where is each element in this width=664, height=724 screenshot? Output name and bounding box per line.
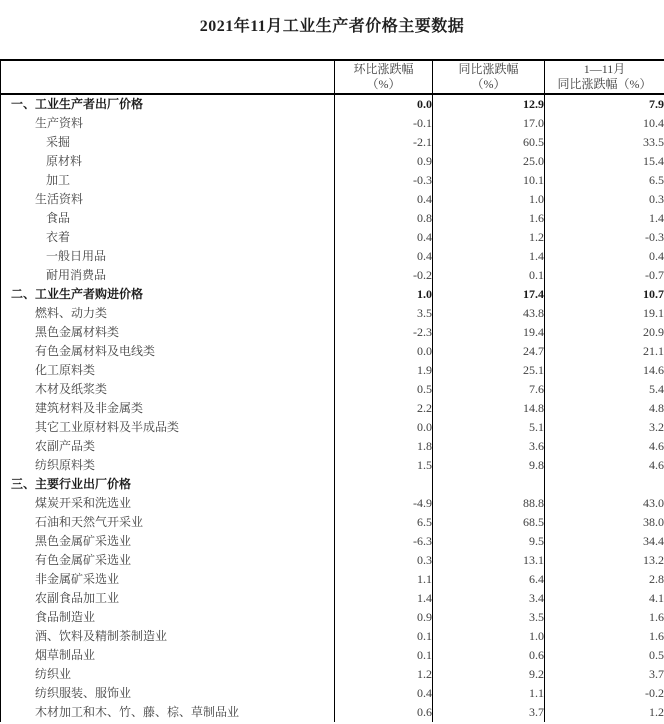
table-row (1, 589, 664, 608)
yoy-value: 5.1 (433, 418, 545, 437)
ytd-value: 33.5 (545, 133, 664, 152)
ytd-value: 0.5 (545, 646, 664, 665)
table-row (1, 627, 664, 646)
mom-value: 0.0 (335, 94, 433, 114)
table-row (1, 209, 664, 228)
yoy-value: 19.4 (433, 323, 545, 342)
yoy-value: 3.7 (433, 703, 545, 722)
row-label: 燃料、动力类 (1, 304, 335, 323)
ytd-value: 4.6 (545, 456, 664, 475)
ytd-value: 0.4 (545, 247, 664, 266)
row-label: 食品制造业 (1, 608, 335, 627)
ytd-value: 2.8 (545, 570, 664, 589)
table-row (1, 437, 664, 456)
table-row (1, 703, 664, 722)
yoy-value: 3.4 (433, 589, 545, 608)
row-label: 一般日用品 (1, 247, 335, 266)
ytd-value: 5.4 (545, 380, 664, 399)
header-yoy-line2: （%） (471, 77, 506, 91)
mom-value: 1.1 (335, 570, 433, 589)
yoy-value: 17.4 (433, 285, 545, 304)
ytd-value: 3.2 (545, 418, 664, 437)
mom-value: 1.9 (335, 361, 433, 380)
header-cell-yoy (433, 60, 545, 94)
row-label: 酒、饮料及精制茶制造业 (1, 627, 335, 646)
table-row (1, 418, 664, 437)
table-row (1, 171, 664, 190)
table-body (1, 94, 664, 722)
row-label: 有色金属材料及电线类 (1, 342, 335, 361)
yoy-value: 17.0 (433, 114, 545, 133)
mom-value: 2.2 (335, 399, 433, 418)
mom-value: 0.9 (335, 152, 433, 171)
table-row (1, 608, 664, 627)
mom-value: 1.4 (335, 589, 433, 608)
row-label: 食品 (1, 209, 335, 228)
yoy-value: 1.1 (433, 684, 545, 703)
yoy-value: 1.4 (433, 247, 545, 266)
row-label: 纺织服装、服饰业 (1, 684, 335, 703)
table-row (1, 380, 664, 399)
ytd-value: 43.0 (545, 494, 664, 513)
mom-value: -4.9 (335, 494, 433, 513)
header-cell-mom (335, 60, 433, 94)
yoy-value: 43.8 (433, 304, 545, 323)
yoy-value: 14.8 (433, 399, 545, 418)
mom-value: 1.2 (335, 665, 433, 684)
page-title: 2021年11月工业生产者价格主要数据 (199, 18, 465, 35)
table-row (1, 399, 664, 418)
ytd-value: 1.4 (545, 209, 664, 228)
mom-value: 1.8 (335, 437, 433, 456)
ytd-value (545, 475, 664, 494)
ytd-value: 0.3 (545, 190, 664, 209)
table-row (1, 94, 664, 114)
yoy-value: 9.8 (433, 456, 545, 475)
ytd-value: 38.0 (545, 513, 664, 532)
table-row (1, 285, 664, 304)
yoy-value: 25.0 (433, 152, 545, 171)
mom-value: 0.0 (335, 342, 433, 361)
table-row (1, 665, 664, 684)
mom-value: 0.5 (335, 380, 433, 399)
table-row (1, 532, 664, 551)
table-row (1, 114, 664, 133)
row-label: 农副产品类 (1, 437, 335, 456)
mom-value: 0.4 (335, 190, 433, 209)
mom-value: 0.4 (335, 228, 433, 247)
row-label: 烟草制品业 (1, 646, 335, 665)
mom-value: 0.1 (335, 646, 433, 665)
yoy-value: 9.5 (433, 532, 545, 551)
header-mom-line2: （%） (366, 77, 401, 91)
header-cell-ytd (545, 60, 664, 94)
row-label: 化工原料类 (1, 361, 335, 380)
mom-value: 0.6 (335, 703, 433, 722)
yoy-value: 0.1 (433, 266, 545, 285)
yoy-value: 0.6 (433, 646, 545, 665)
mom-value: -2.3 (335, 323, 433, 342)
yoy-value: 7.6 (433, 380, 545, 399)
row-label: 生产资料 (1, 114, 335, 133)
row-label: 其它工业原材料及半成品类 (1, 418, 335, 437)
mom-value: 1.5 (335, 456, 433, 475)
row-label: 石油和天然气开采业 (1, 513, 335, 532)
ytd-value: 1.6 (545, 627, 664, 646)
price-data-table (0, 59, 664, 722)
yoy-value: 60.5 (433, 133, 545, 152)
row-label: 纺织原料类 (1, 456, 335, 475)
table-row (1, 133, 664, 152)
row-label: 纺织业 (1, 665, 335, 684)
mom-value: 0.1 (335, 627, 433, 646)
yoy-value: 12.9 (433, 94, 545, 114)
mom-value: 6.5 (335, 513, 433, 532)
table-row (1, 456, 664, 475)
mom-value: 0.9 (335, 608, 433, 627)
row-label: 有色金属矿采选业 (1, 551, 335, 570)
ytd-value: 6.5 (545, 171, 664, 190)
table-row (1, 342, 664, 361)
ytd-value: 4.1 (545, 589, 664, 608)
mom-value: 0.3 (335, 551, 433, 570)
table-row (1, 247, 664, 266)
yoy-value: 1.0 (433, 627, 545, 646)
row-label: 非金属矿采选业 (1, 570, 335, 589)
row-label: 原材料 (1, 152, 335, 171)
row-label: 木材及纸浆类 (1, 380, 335, 399)
mom-value: -0.3 (335, 171, 433, 190)
table-row (1, 684, 664, 703)
ytd-value: 10.7 (545, 285, 664, 304)
yoy-value: 10.1 (433, 171, 545, 190)
row-label: 三、主要行业出厂价格 (1, 475, 335, 494)
row-label: 耐用消费品 (1, 266, 335, 285)
mom-value: 1.0 (335, 285, 433, 304)
table-row (1, 266, 664, 285)
row-label: 一、工业生产者出厂价格 (1, 94, 335, 114)
mom-value: 0.8 (335, 209, 433, 228)
table-row (1, 152, 664, 171)
table-row (1, 228, 664, 247)
mom-value: 0.4 (335, 247, 433, 266)
yoy-value: 24.7 (433, 342, 545, 361)
table-row (1, 304, 664, 323)
yoy-value: 1.2 (433, 228, 545, 247)
table-row (1, 361, 664, 380)
table-row (1, 513, 664, 532)
header-mom-line1: 环比涨跌幅 (353, 62, 414, 76)
yoy-value: 3.5 (433, 608, 545, 627)
ytd-value: 4.6 (545, 437, 664, 456)
ytd-value: 10.4 (545, 114, 664, 133)
ytd-value: -0.7 (545, 266, 664, 285)
mom-value: 0.4 (335, 684, 433, 703)
row-label: 建筑材料及非金属类 (1, 399, 335, 418)
row-label: 煤炭开采和洗选业 (1, 494, 335, 513)
ytd-value: -0.3 (545, 228, 664, 247)
ytd-value: 15.4 (545, 152, 664, 171)
yoy-value: 88.8 (433, 494, 545, 513)
mom-value: -0.2 (335, 266, 433, 285)
row-label: 黑色金属矿采选业 (1, 532, 335, 551)
mom-value (335, 475, 433, 494)
row-label: 加工 (1, 171, 335, 190)
table-row (1, 475, 664, 494)
ytd-value: 1.2 (545, 703, 664, 722)
yoy-value: 3.6 (433, 437, 545, 456)
table-row (1, 494, 664, 513)
mom-value: -6.3 (335, 532, 433, 551)
ytd-value: 34.4 (545, 532, 664, 551)
ytd-value: 20.9 (545, 323, 664, 342)
yoy-value: 1.0 (433, 190, 545, 209)
header-ytd-line1: 1—11月 (583, 62, 626, 76)
row-label: 木材加工和木、竹、藤、棕、草制品业 (1, 703, 335, 722)
ytd-value: 13.2 (545, 551, 664, 570)
ytd-value: 1.6 (545, 608, 664, 627)
header-ytd-line2: 同比涨跌幅（%） (557, 77, 652, 91)
yoy-value: 9.2 (433, 665, 545, 684)
header-cell-label (1, 60, 335, 94)
mom-value: 3.5 (335, 304, 433, 323)
table-row (1, 323, 664, 342)
row-label: 黑色金属材料类 (1, 323, 335, 342)
yoy-value: 68.5 (433, 513, 545, 532)
mom-value: 0.0 (335, 418, 433, 437)
header-yoy-line1: 同比涨跌幅 (458, 62, 519, 76)
ytd-value: 4.8 (545, 399, 664, 418)
header-row (1, 60, 664, 94)
mom-value: -2.1 (335, 133, 433, 152)
table-row (1, 190, 664, 209)
ytd-value: -0.2 (545, 684, 664, 703)
row-label: 生活资料 (1, 190, 335, 209)
yoy-value: 1.6 (433, 209, 545, 228)
ytd-value: 3.7 (545, 665, 664, 684)
row-label: 二、工业生产者购进价格 (1, 285, 335, 304)
ytd-value: 14.6 (545, 361, 664, 380)
row-label: 采掘 (1, 133, 335, 152)
ytd-value: 19.1 (545, 304, 664, 323)
row-label: 农副食品加工业 (1, 589, 335, 608)
table-row (1, 646, 664, 665)
ytd-value: 7.9 (545, 94, 664, 114)
table-row (1, 570, 664, 589)
ytd-value: 21.1 (545, 342, 664, 361)
yoy-value (433, 475, 545, 494)
mom-value: -0.1 (335, 114, 433, 133)
yoy-value: 13.1 (433, 551, 545, 570)
table-row (1, 551, 664, 570)
row-label: 衣着 (1, 228, 335, 247)
yoy-value: 6.4 (433, 570, 545, 589)
table-header (1, 60, 664, 94)
yoy-value: 25.1 (433, 361, 545, 380)
